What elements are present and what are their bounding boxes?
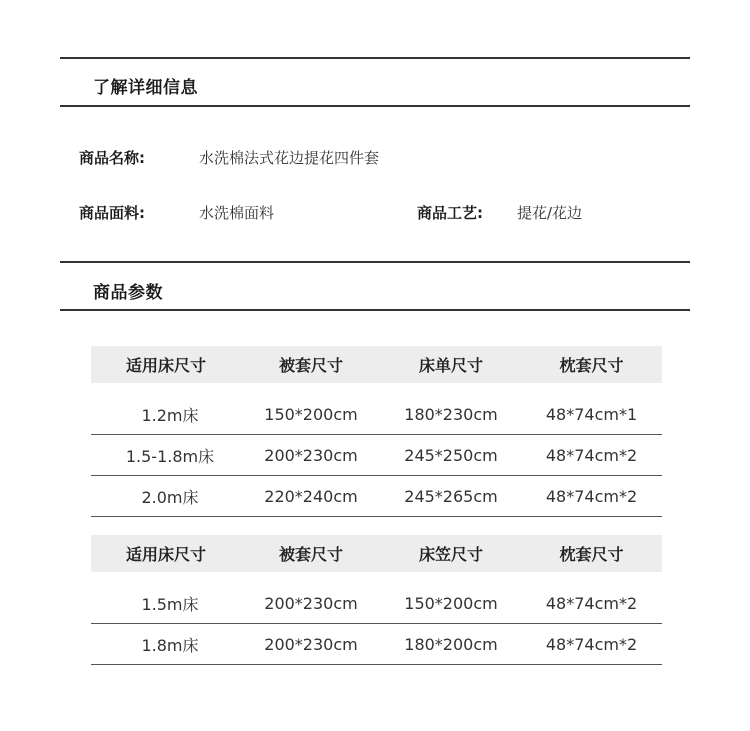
- table-row: [91, 583, 662, 624]
- divider: [60, 309, 690, 311]
- cell-bed-size: 1.5m床: [91, 583, 241, 624]
- divider: [60, 261, 690, 263]
- header-sheet-size: 床单尺寸: [381, 346, 521, 383]
- divider: [60, 105, 690, 107]
- cell-pillowcase-size: 48*74cm*2: [521, 624, 662, 665]
- cell-bed-size: 1.2m床: [91, 394, 241, 435]
- cell-bed-size: 1.8m床: [91, 624, 241, 665]
- size-table-fitted: [91, 535, 662, 665]
- cell-duvet-size: 200*230cm: [241, 435, 381, 476]
- header-bed-size: 适用床尺寸: [91, 535, 241, 572]
- header-bed-size: 适用床尺寸: [91, 346, 241, 383]
- cell-fitted-sheet-size: 150*200cm: [381, 583, 521, 624]
- header-pillowcase-size: 枕套尺寸: [521, 346, 662, 383]
- section-title-details: 了解详细信息: [93, 78, 198, 98]
- product-fabric-label: 商品面料:: [79, 204, 145, 222]
- product-name-label: 商品名称:: [79, 149, 145, 167]
- cell-pillowcase-size: 48*74cm*2: [521, 435, 662, 476]
- cell-fitted-sheet-size: 180*200cm: [381, 624, 521, 665]
- cell-duvet-size: 220*240cm: [241, 476, 381, 517]
- cell-bed-size: 1.5-1.8m床: [91, 435, 241, 476]
- table-row: [91, 624, 662, 665]
- table-row: [91, 394, 662, 435]
- cell-pillowcase-size: 48*74cm*2: [521, 476, 662, 517]
- section-title-params: 商品参数: [93, 283, 163, 303]
- product-craft-value: 提花/花边: [517, 204, 583, 222]
- table-row: [91, 435, 662, 476]
- header-pillowcase-size: 枕套尺寸: [521, 535, 662, 572]
- header-duvet-size: 被套尺寸: [241, 346, 381, 383]
- table-row: [91, 476, 662, 517]
- product-craft-label: 商品工艺:: [417, 204, 483, 222]
- table-header-row: [91, 346, 662, 383]
- cell-pillowcase-size: 48*74cm*1: [521, 394, 662, 435]
- size-table-sheet: [91, 346, 662, 517]
- cell-duvet-size: 200*230cm: [241, 624, 381, 665]
- product-fabric-value: 水洗棉面料: [199, 204, 275, 222]
- cell-sheet-size: 180*230cm: [381, 394, 521, 435]
- cell-sheet-size: 245*265cm: [381, 476, 521, 517]
- divider: [60, 57, 690, 59]
- cell-duvet-size: 150*200cm: [241, 394, 381, 435]
- table-header-row: [91, 535, 662, 572]
- cell-bed-size: 2.0m床: [91, 476, 241, 517]
- cell-sheet-size: 245*250cm: [381, 435, 521, 476]
- header-duvet-size: 被套尺寸: [241, 535, 381, 572]
- header-fitted-sheet-size: 床笠尺寸: [381, 535, 521, 572]
- cell-duvet-size: 200*230cm: [241, 583, 381, 624]
- product-name-value: 水洗棉法式花边提花四件套: [199, 149, 380, 167]
- cell-pillowcase-size: 48*74cm*2: [521, 583, 662, 624]
